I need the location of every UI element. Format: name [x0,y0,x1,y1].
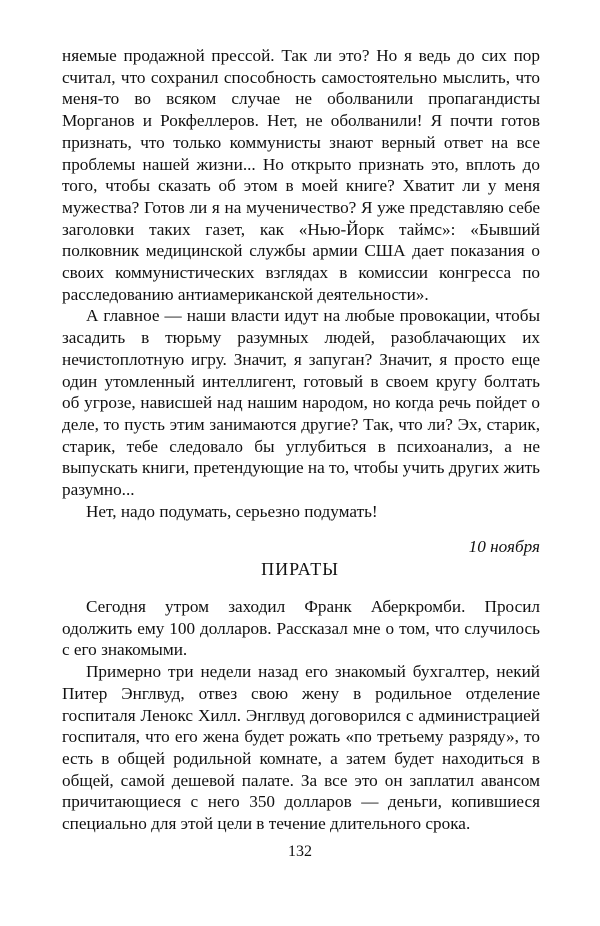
text-block-top [62,45,540,522]
paragraph: Примерно три недели назад его знакомый бухгалтер, некий Питер Энглвуд, отвез свою жену в родильное отделение госпиталя Ленокс Хилл. Энглвуд договорился с администрацией госпиталя, что его жена будет рожать «по третьему разряду», то есть в общей родильной комнате, а затем будет находиться в общей, самой дешевой палате. За все это он заплатил авансом причитающиеся с него 350 долларов — деньги, копившиеся специально для этой цели в течение длительного срока. [62,662,540,834]
entry-date: 10 ноября [468,537,540,556]
paragraph: А главное — наши власти идут на любые провокации, чтобы засадить в тюрьму разумных людей, разоблачающих их нечистоплотную игру. Значит, я запуган? Значит, я просто еще один утомленный интеллигент, готовый в своем кругу болтать об угрозе, нависшей над нашим народом, но когда речь пойдет о деле, то пусть этим занимаются другие? Так, что ли? Эх, старик, старик, тебе следовало бы углубиться в психоанализ, а не выпускать книги, претендующие на то, чтобы учить других жить разумно... [62,306,540,500]
section-title: ПИРАТЫ [261,559,339,579]
paragraph-continued: няемые продажной прессой. Так ли это? Но я ведь до сих пор считал, что сохранил способность самостоятельно мыслить, что меня-то во всяком случае не оболванили пропагандисты Морганов и Рокфеллеров. Нет, не оболванили! Я почти готов признать, что только коммунисты знают верный ответ на все проблемы нашей жизни... Но открыто признать это, вплоть до того, чтобы сказать об этом в моей книге? Хватит ли у меня мужества? Готов ли я на мученичество? Я уже представляю себе заголовки таких газет, как «Нью-Йорк таймс»: «Бывший полковник медицинской службы армии США дает показания о своих коммунистических взглядах в комиссии конгресса по расследованию антиамериканской деятельности». [62,46,540,304]
paragraph: Нет, надо подумать, серьезно подумать! [86,501,378,521]
paragraph: Сегодня утром заходил Франк Аберкромби. Просил одолжить ему 100 долларов. Рассказал мне о том, что случилось с его знакомыми. [62,597,540,660]
page-number: 132 [288,843,312,860]
text-block-bottom [62,596,540,835]
